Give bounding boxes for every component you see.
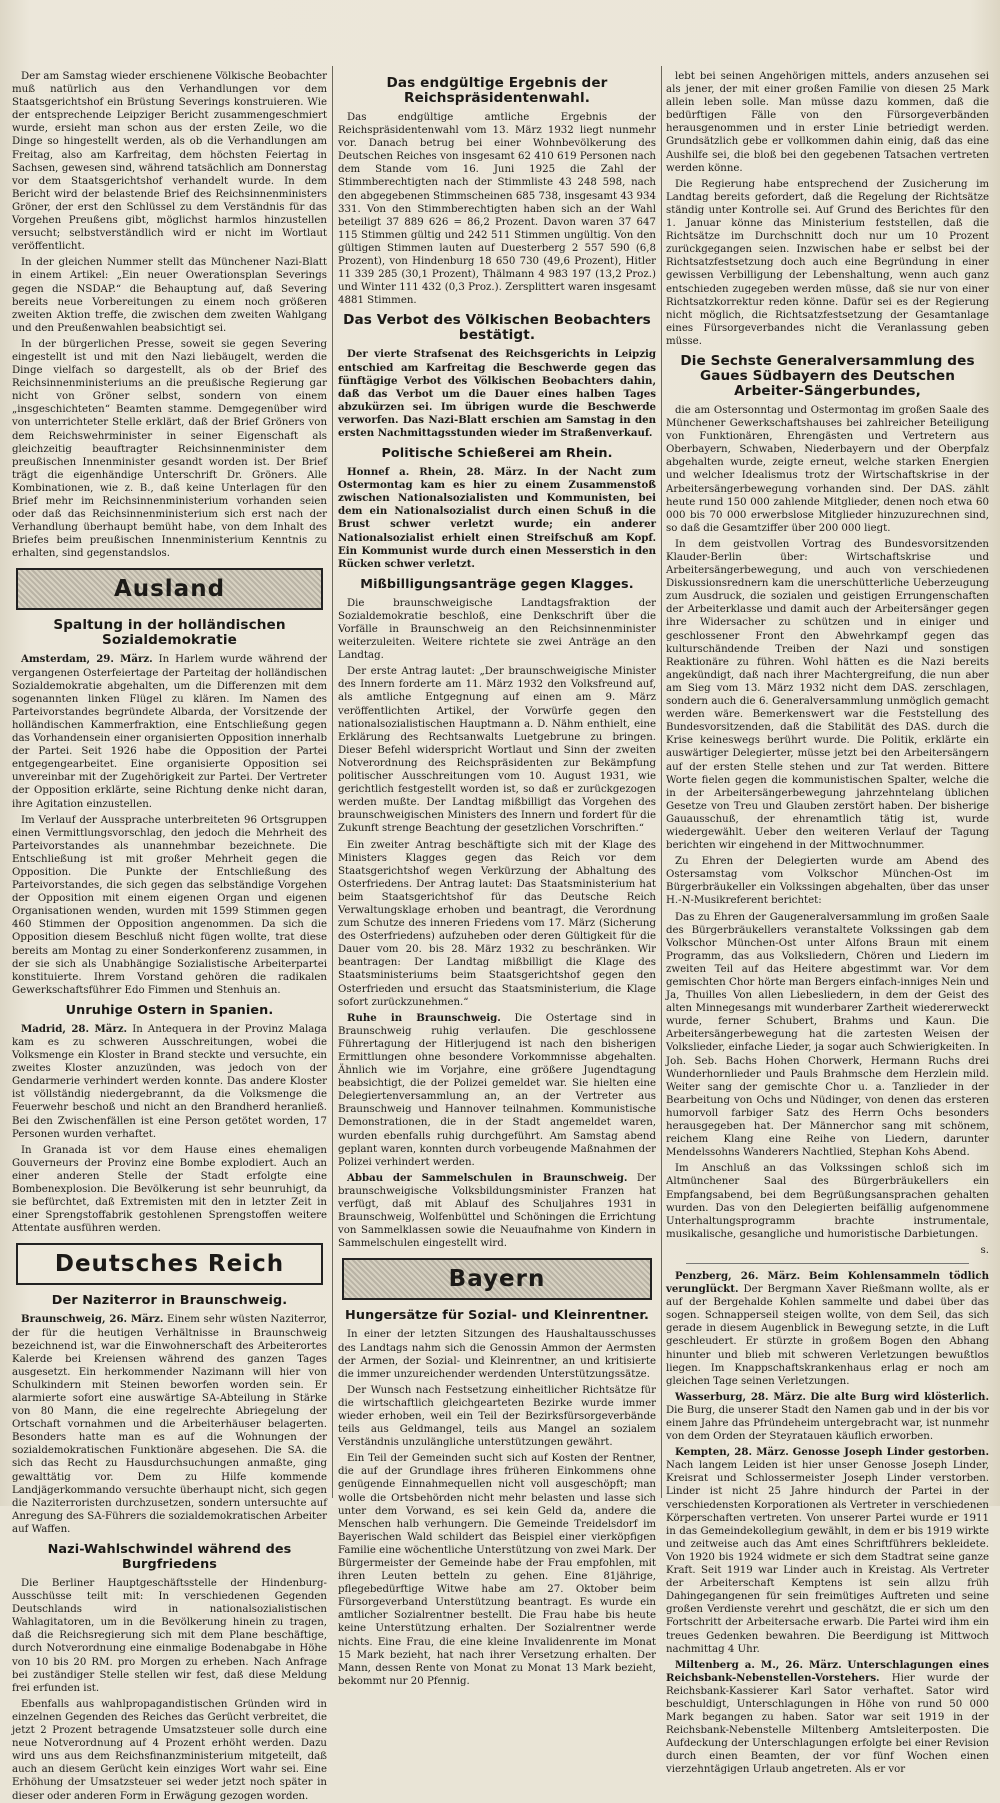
column-right <box>666 70 989 1776</box>
paragraph: Die braunschweigische Landtagsfraktion der Sozialdemokratie beschloß, eine Denkschrift über die Vorfälle in Braunschweig an den Reichsinnenminister weiterzuleiten. Weitere richtete sie zwei Anträge an den Landtag. <box>338 597 656 662</box>
paragraph <box>338 1172 656 1251</box>
paragraph-text: In Harlem wurde während der vergangenen Osterfeiertage der Parteitag der holländischen Sozialdemokratie abgehalten, um die Differenzen mit dem sogenannten linken Flügel zu klären. Im Namen des Parteivorstandes begründete Albarda, der Vorsitzende der holländischen Kammerfraktion, eine Entschließung gegen das Vorhandensein einer organisierten Opposition innerhalb der Partei. Seit 1926 habe die Opposition der Partei entgegengearbeitet. Eine organisierte Opposition sei unvereinbar mit der Zugehörigkeit zur Partei. Der Vertreter der Opposition erklärte, seine Richtung denke nicht daran, ihre Agitation einzustellen. <box>12 654 327 810</box>
lead-in: Beim Kohlensammeln tödlich verunglückt. <box>666 1269 989 1296</box>
intro-text <box>12 70 327 560</box>
column-rule <box>661 66 662 1498</box>
column-rule <box>332 66 333 1498</box>
paragraph: Das endgültige amtliche Ergebnis der Reichspräsidentenwahl vom 13. März 1932 liegt nunmehr vor. Danach betrug bei einer Wohnbevölkerung des Deutschen Reiches von insgesamt 62 410 619 Personen nach dem Stande vom 16. Juni 1925 die Zahl der Stimmberechtigten nach der Stimmliste 43 248 598, nach den abgegebenen Stimmscheinen 685 738, insgesamt 43 934 331. Von den Stimmberechtigten haben sich an der Wahl beteiligt 37 889 626 = 86,2 Prozent. Davon waren 37 647 115 Stimmen gültig und 242 511 Stimmen ungültig. Von den gültigen Stimmen lauten auf Duesterberg 2 557 590 (6,8 Prozent), von Hindenburg 18 650 730 (49,6 Prozent), Hitler 11 339 285 (30,1 Prozent), Thälmann 4 983 197 (13,2 Proz.) und Winter 111 432 (0,3 Proz.). Zersplittert waren insgesamt 4881 Stimmen. <box>338 112 656 307</box>
paragraph-text: Nach langem Leiden ist hier unser Genosse Joseph Linder, Kreisrat und Schlossermeister Joseph Linder verstorben. Linder ist nicht 25 Jahre hindurch der Partei in der verschiedensten Korporationen als Vertreter in verschiedenen Körperschaften vertreten. Von unserer Partei wurde er 1911 in das Gemeindekollegium gewählt, in dem er bis 1919 wirkte und zeitweise auch das Amt eines Schriftführers bekleidete. Von 1920 bis 1924 widmete er sich dem Stadtrat seine ganze Kraft. Seit 1919 war Linder auch in Kreistag. Als Vertreter der Arbeiterschaft Kemptens ist sein allzu früh Dahingegangenen für sein freimütiges Auftreten und seine großen Verdienste verehrt und geschätzt, die er sich um den Fortschritt der Arbeitersache erwarb. Die Partei wird ihm ein treues Gedenken bewahren. Die Beerdigung ist Mittwoch nachmittag 4 Uhr. <box>666 1460 989 1655</box>
article-headline: Mißbilligungsanträge gegen Klagges. <box>360 576 634 592</box>
paragraph: Der vierte Strafsenat des Reichsgerichts in Leipzig entschied am Karfreitag die Beschwerde gegen das fünftägige Verbot des Völkischen Beobachters dahin, daß das Verbot um die Dauer eines halben Tages abzukürzen sei. Im übrigen wurde die Beschwerde verworfen. Das Nazi-Blatt erschien am Samstag in den ersten Nachmittagsstunden wieder im Straßenverkauf. <box>338 348 656 439</box>
paragraph <box>666 1446 989 1656</box>
lead-in: Die alte Burg wird klösterlich. <box>810 1390 989 1403</box>
article-headline: Politische Schießerei am Rhein. <box>381 446 613 462</box>
lead-in: Ruhe in Braunschweig. <box>347 1011 501 1024</box>
article-headline: Hungersätze für Sozial- und Kleinrentner. <box>345 1308 649 1324</box>
paragraph-text: In der Nacht zum Ostermontag kam es hier zu einem Zusammenstoß zwischen Nationalsozialisten und Kommunisten, bei dem ein Nationalsozialist durch einen Schuß in die Brust schwer verletzt wurde; ein anderer Nationalsozialist erhielt einen Streifschuß am Kopf. Ein Kommunist wurde durch einen Messerstich in den Rücken schwer verletzt. <box>338 466 656 570</box>
paragraph: Im Verlauf der Aussprache unterbreiteten 96 Ortsgruppen einen Vermittlungsvorschlag, den jedoch die Mehrheit des Parteivorstandes als unannehmbar bezeichnete. Die Entschließung ist mit großer Mehrheit gegen die Opposition. Die Punkte der Entschließung des Parteivorstandes, die sich gegen das selbständige Vorgehen der Opposition mit einem eigenen Organ und eigenen Organisationen wenden, wurden mit 1599 Stimmen gegen 460 Stimmen der Opposition angenommen. Da sich die Opposition diesem Beschluß nicht fügen wollte, trat diese bereits am Montag zu einer Sonderkonferenz zusammen, in der sie sich als Unabhängige Sozialistische Arbeiterpartei konstituierte. Ihrem Vorstand gehören die radikalen Gewerkschaftsführer Edo Fimmen und Stenhuis an. <box>12 814 327 996</box>
dateline: Honnef a. Rhein, 28. März. <box>347 466 527 479</box>
paragraph: Das zu Ehren der Gaugeneralversammlung im großen Saale des Bürgerbräukellers veranstaltete Volkssingen gab dem Volkschor München-Ost unter Alfons Braun mit einem Programm, das aus Volksliedern, Chören und Liedern im zweiten Teil auf das Heitere abgestimmt war. Vor dem gemischten Chor hörte man Bergers einfach-inniges Nein und Ja, Thuilles Von allen Liebesliedern, in dem der Geist des alten Minnegesangs mit wunderbarer Zartheit wiedererweckt wurde, ferner Schubert, Brahms und Kaun. Die Arbeitersängerbewegung hat die zartesten Weisen der Volkslieder, einfache Lieder, ja sogar auch Schwierigkeiten. In Joh. Seb. Bachs Hohen Chorwerk, Hermann Ruchs drei Wunderhornlieder und Pauls Brahmsche dem Herzlein mild. Weiter sang der gemischte Chor u. a. Tanzlieder in der Bearbeitung von Ochs und Nüdinger, von denen das ersteren humorvoll farbiger Satz des Herrn Ochs besonders herausgegeben hat. Der Männerchor sang mit schönem, reichem Klang eine Reihe von Liedern, darunter Mendelssohns Wanderers Nachtlied, Stephan Kohs Abend. <box>666 911 989 1159</box>
article-headline: Der Naziterror in Braunschweig. <box>51 1293 288 1309</box>
column-left <box>12 70 327 1802</box>
paragraph: Die Regierung habe entsprechend der Zusicherung im Landtag bereits gefordert, daß die Regelung der Richtsätze ständig unter Kontrolle sei. Auf Grund des Berichtes für den 1. Januar könne das Ministerium feststellen, daß die Richtsätze im Durchschnitt doch nur um 10 Prozent zurückgegangen seien. Inzwischen habe er selbst bei der Richtsatzfestsetzung doch auch eine Begründung in einer gewissen Verbilligung der Lebenshaltung, wenn auch ganz entschieden zugegeben werden müsse, daß sie nur von einer Richtsatzkorrektur reden könne. Dafür sei es der Regierung nicht möglich, die Richtsatzfestsetzung der Gesamtanlage eines Fürsorgeverbandes nicht die Veranlassung geben müsse. <box>666 178 989 347</box>
paragraph <box>666 1659 989 1777</box>
lead-in: Abbau der Sammelschulen in Braunschweig. <box>347 1171 628 1184</box>
paragraph: In der gleichen Nummer stellt das Münchener Nazi-Blatt in einem Artikel: „Ein neuer Owerationsplan Severings gegen die NSDAP.“ die Behauptung auf, daß Severing bereits neue Vorbereitungen zu einem noch größeren zweiten Aktion treffe, die zwischen dem zweiten Wahlgang und den Preußenwahlen beabsichtigt sei. <box>12 257 327 334</box>
paragraph <box>338 1012 656 1169</box>
separator-line <box>686 1263 969 1264</box>
paragraph-text: Einem sehr wüsten Naziterror, der für die heutigen Verhältnisse in Braunschweig bezeichnend ist, war die Einwohnerschaft des Arbeiterortes Kalerde bei Kreiensen während des ganzen Tages ausgesetzt. Ein herkommender Nazimann will hier von Schulkindern mit Steinen beworfen worden sein. Er alarmierte sofort eine auswärtige SA-Abteilung in Stärke von 80 Mann, die eine regelrechte Abriegelung der Ortschaft vornahmen und die Arbeiterhäuser belagerten. Besonders hatte man es auf die Wohnungen der sozialdemokratischen Funktionäre abgesehen. Die SA. die sich das Recht zu Hausdurchsuchungen anmaßte, ging gewalttätig vor. Dem zu Hilfe kommende Landjägerkommando versuchte überhaupt nicht, sich gegen die Naziterroristen durchzusetzen, sondern untersuchte auf Anregung des SA-Führers die sozialdemokratischen Arbeiter auf Waffen. <box>12 1314 327 1535</box>
paragraph: Der am Samstag wieder erschienene Völkische Beobachter muß natürlich aus den Verhandlungen vor dem Staatsgerichtshof ein Brüstung Severings konstruieren. Wie der entsprechende Leipziger Bericht zusammengeschmiert wurde, ersieht man schon aus der ersten Zeile, wo die Dinge so hingestellt werden, als ob die Verhandlungen am Freitag, also am Karfreitag, dem höchsten Feiertag in Sachsen, gewesen sind, während tatsächlich am Donnerstag vor dem Staatsgerichtshof verhandelt wurde. In dem Bericht wird der belastende Brief des Reichsinnenministers Gröner, der erst den Schlüssel zu dem Verständnis für das Vorgehen Preußens gibt, möglichst harmlos hinzustellen versucht; selbstverständlich wird er nicht im Wortlaut veröffentlicht. <box>12 71 327 253</box>
paragraph: Der erste Antrag lautet: „Der braunschweigische Minister des Innern forderte am 11. März 1932 den Volksfreund auf, als amtliche Entgegnung auf einen am 9. März veröffentlichten Artikel, der Vorwürfe gegen den nationalsozialistischen Hauptmann a. D. Nähm enthielt, eine Erklärung des Rechtsanwalts Luetgebrune zu bringen. Dieser Befehl widerspricht Wortlaut und Sinn der zweiten Notverordnung des Reichspräsidenten zur Bekämpfung politischer Ausschreitungen vom 10. August 1931, wie gerichtlich festgestellt worden ist, so daß er zurückgezogen werden mußte. Der Landtag mißbilligt das Vorgehen des braunschweigischen Ministers des Innern und fordert für die Zukunft strenge Beachtung der gesetzlichen Vorschriften.“ <box>338 666 656 835</box>
article-headline: Spaltung in der holländischen Sozialdemokratie <box>53 617 286 649</box>
dateline: Kempten, 28. März. <box>675 1446 789 1459</box>
paragraph <box>666 1270 989 1388</box>
paragraph: Im Anschluß an das Volkssingen schloß sich im Altmünchener Saal des Bürgerbräukellers ein Empfangsabend, bei dem Begrüßungsansprachen gehalten wurden. Das von den Delegierten beifällig aufgenommene Unterhaltungsprogramm brachte instrumentale, musikalische, gesangliche und humoristische Darbietungen. <box>666 1163 989 1240</box>
paragraph-text: Hier wurde der Reichsbank-Kassierer Karl Sator verhaftet. Sator wird beschuldigt, Unterschlagungen in Höhe von rund 50 000 Mark begangen zu haben. Sator war seit 1919 in der Reichsbank-Nebenstelle Miltenberg Amtsleiterposten. Die Aufdeckung der Unterschlagungen erfolgte bei einer Revision durch einen Beamten, der vor fünf Wochen einen vierzehntägigen Urlaub angetreten. Als er vor <box>666 1672 989 1776</box>
paragraph <box>12 1313 327 1536</box>
lead-in: Unterschlagungen eines Reichsbank-Nebenstellen-Vorstehers. <box>666 1658 989 1684</box>
paragraph: die am Ostersonntag und Ostermontag im großen Saale des Münchener Gewerkschaftshauses bei zahlreicher Beteiligung von Funktionären, Ehrengästen und Vertretern aus Oberbayern, Schwaben, Niederbayern und der Oberpfalz abgehalten wurde, zeigte erneut, welche starken Energien und welcher Idealismus trotz der Wirtschaftskrise in der Arbeitersängerbewegung vorhanden sind. Der DAS. zählt heute rund 150 000 zahlende Mitglieder, denen noch etwa 60 000 bis 70 000 erwerbslose Mitglieder hinzuzurechnen sind, so daß die Gesamtziffer über 200 000 liegt. <box>666 404 989 534</box>
article-headline: Die Sechste Generalversammlung des Gaues Südbayern des Deutschen Arbeiter-Sängerbundes, <box>680 352 975 399</box>
article-headline: Nazi-Wahlschwindel während des Burgfriedens <box>47 1542 292 1572</box>
author-sign: s. <box>980 1244 989 1256</box>
paragraph: Ein Teil der Gemeinden sucht sich auf Kosten der Rentner, die auf der Grundlage ihres früheren Einkommens ohne genügende Einnahmequellen nicht voll ausgeschöpft; man wolle die Ortsbehörden nicht mehr belasten und lasse sich unter dem Vorwand, es sei kein Geld da, andere die Menschen halb verhungern. Die Gemeinde Treidelsdorf im Bayerischen Wald schildert das Beispiel einer vierköpfigen Familie eine wöchentliche Unterstützung von zwei Mark. Der Bürgermeister der Gemeinde habe der Frau empfohlen, mit ihren Leuten betteln zu gehen. Eine 81jährige, pflegebedürftige Witwe habe am 27. Oktober beim Fürsorgeverband Unterstützung beantragt. Es wurde ein amtlicher Sozialrentner bestellt. Die Frau habe bis heute keine Unterstützung erhalten. Der Sozialrentner werde nichts. Eine Frau, die eine kleine Invalidenrente im Monat 15 Mark bezieht, hat nach ihrer Versetzung erhalten. Der Mann, dessen Rente von Monat zu Monat 13 Mark bezieht, bekommt nur 20 Pfennig. <box>338 1453 656 1687</box>
paragraph-text: Die Ostertage sind in Braunschweig ruhig verlaufen. Die geschlossene Führertagung der Hitlerjugend ist nach den bisherigen Ermittlungen ohne besondere Vorkommnisse abgehalten. Ähnlich wie im Vorjahre, eine größere Jugendtagung beabsichtigt, die der Polizei gemeldet war. Sie hielten eine Delegiertenversammlung an, an der Vertreter aus Braunschweig und Hannover teilnahmen. Kommunistische Demonstrationen, die in der Stadt angemeldet waren, wurden ebenfalls ruhig durchgeführt. Am Samstag abend geplant waren, konnten durch vorbeugende Maßnahmen der Polizei verhindert werden. <box>338 1012 656 1168</box>
paragraph: Ebenfalls aus wahlpropagandistischen Gründen wird in einzelnen Gegenden des Reiches das Gerücht verbreitet, die jetzt 2 Prozent betragende Umsatzsteuer solle durch eine neue Notverordnung auf 4 Prozent erhöht werden. Dazu wird uns aus dem Reichsfinanzministerium mitgeteilt, daß auch an diesem Gerücht kein einziges Wort wahr sei. Eine Erhöhung der Umsatzsteuer sei weder jetzt noch später in dieser oder anderen Form in Erwägung gezogen worden. <box>12 1698 327 1802</box>
paragraph: In der bürgerlichen Presse, soweit sie gegen Severing eingestellt ist und mit den Nazi liebäugelt, werden die Dinge vielfach so dargestellt, als ob der Brief des Reichsinnenministeriums an die preußische Regierung gar nicht von Gröner selbst, sondern von einem „insgeschichteten“ Beamten stamme. Demgegenüber wird von unterrichteter Stelle erklärt, daß der Brief Gröners von dem Reichswehrminister in seiner Eigenschaft als gleichzeitig beauftragter Reichsinnenminister dem preußischen Innenminister gesandt worden ist. Der Brief trägt die eigenhändige Unterschrift Dr. Gröners. Alle Kombinationen, wie z. B., daß keine Unterlagen für den Brief mehr im Reichsinnenministerium vorhanden seien oder daß das Reichsinnenministerium sich erst nach der Verhandlung überhaupt bemüht habe, von dem Inhalt des Briefes beim preußischen Innenministerium Kenntnis zu erhalten, sind gegenstandslos. <box>12 338 327 560</box>
dateline: Penzberg, 26. März. <box>675 1269 801 1282</box>
paragraph <box>338 466 656 571</box>
paragraph-text: Die Burg, die unserer Stadt den Namen gab und in der bis vor einem Jahre das Pfründeheim untergebracht war, ist nunmehr von dem Orden der Steyratauen käuflich erworben. <box>666 1404 989 1443</box>
paragraph <box>666 1391 989 1443</box>
dateline: Madrid, 28. März. <box>21 1022 128 1035</box>
paragraph-text: Der braunschweigische Volksbildungsminister Franzen hat verfügt, daß mit Ablauf des Schuljahres 1931 in Braunschweig, Wolfenbüttel und Schöningen die Errichtung von Sammelklassen sowie die Neuaufnahme von Kindern in Sammelschulen eingestellt wird. <box>338 1172 656 1250</box>
paragraph: In einer der letzten Sitzungen des Haushaltausschusses des Landtags nahm sich die Genossin Ammon der Aermsten der Armen, der Sozial- und Kleinrentner, an und kritisierte die immer unzureichender werdenden Unterstützungssätze. <box>338 1329 656 1380</box>
section-header-deutsches-reich: Deutsches Reich <box>16 1243 323 1285</box>
paragraph: Die Berliner Hauptgeschäftsstelle der Hindenburg-Ausschüsse teilt mit: In verschiedenen Gegenden Deutschlands wird in nationalsozialistischen Wahlagitatoren, um in die Bevölkerung hinein zu tragen, daß die Reichsregierung sich mit dem Plane beschäftige, durch Notverordnung eine einmalige Bodenabgabe in Höhe von 10 bis 20 RM. pro Morgen zu erheben. Nach Anfrage bei zuständiger Stelle stellen wir fest, daß diese Meldung frei erfunden ist. <box>12 1578 327 1694</box>
section-header-ausland: Ausland <box>16 568 323 610</box>
dateline: Wasserburg, 28. März. <box>675 1390 806 1403</box>
dateline: Miltenberg a. M., 26. März. <box>675 1658 842 1671</box>
article-headline: Unruhige Ostern in Spanien. <box>65 1002 274 1018</box>
paragraph-text: Der Bergmann Xaver Rießmann wollte, als er auf der Bergehalde Kohlen sammelte und dabei über das sogen. Schnapperseil steigen wollte, von dem Seil, das sich gerade in diesem Augenblick in Bewegung setzte, in die Luft geschleudert. Er stürzte in großem Bogen den Abhang hinunter und blieb mit schweren Verletzungen bewußtlos liegen. Im Knappschaftskrankenhaus erlag er noch am gleichen Tage seinen Verletzungen. <box>666 1284 989 1387</box>
column-middle <box>338 70 656 1687</box>
lead-in: Genosse Joseph Linder gestorben. <box>792 1446 989 1459</box>
paragraph: In dem geistvollen Vortrag des Bundesvorsitzenden Klauder-Berlin über: Wirtschaftskrise und Arbeitersängerbewegung, und auch von verschiedenen Diskussionsrednern kam die unerschütterliche Ueberzeugung zum Ausdruck, die sozialen und geistigen Errungenschaften der Arbeiterklasse und damit auch der Arbeitersänger gegen ihre Widersacher zu schützen und in einiger und geschlossener Front den Abwehrkampf gegen das kulturschändende Treiben der Nazi und sonstigen Reaktionäre zu führen. Wohl hätten es die Nazi bereits angekündigt, daß nach ihrer Machtergreifung, die nun aber am Sieg vom 13. März 1932 nicht dem DAS. zerschlagen, sondern auch die 6. Generalversammlung unmöglich gemacht werden wäre. Bemerkenswert war die Feststellung des Bundesvorsitzenden, daß die Stabilität des DAS. durch die Krise keineswegs berührt wurde. Die Politik, erklärte ein auswärtiger Delegierter, müsse jetzt bei den Arbeitersängern auf der ersten Stelle stehen und zur Tat werden. Bittere Worte fielen gegen die kommunistischen Spalter, welche die in der Arbeitersängerbewegung jahrzehntelang üblichen Gesetze von Treu und Glauben zerstört haben. Der bisherige Gauausschuß, der ehrenamtlich tätig ist, wurde wiedergewählt. Ueber den weiteren Verlauf der Tagung berichten wir eingehend in der Mittwochnummer. <box>666 538 989 852</box>
paragraph: Ein zweiter Antrag beschäftigte sich mit der Klage des Ministers Klagges gegen das Reich vor dem Staatsgerichtshof wegen Verkürzung der Abhaltung des Osterfriedens. Der Antrag lautet: Das Staatsministerium hat beim Staatsgerichtshof für das Deutsche Reich Verwaltungsklage erhoben und beantragt, die Verordnung zum Schutze des inneren Friedens vom 17. März (Sicherung des Osterfriedens) aufzuheben oder deren Gültigkeit für die Dauer vom 20. bis 28. März 1932 zu beschränken. Wir beantragen: Der Landtag mißbilligt die Klage des Staatsministeriums beim Staatsgerichtshof gegen den Osterfrieden und ersucht das Staatsministerium, die Klage sofort zurückzunehmen.“ <box>338 839 656 1008</box>
section-header-bayern: Bayern <box>342 1258 652 1300</box>
paragraph-text: In Antequera in der Provinz Malaga kam es zu schweren Ausschreitungen, wobei die Volksmenge ein Kloster in Brand steckte und versuchte, ein zweites Kloster anzuzünden, was jedoch von der Gendarmerie verhindert werden konnte. Das andere Kloster ist völlständig niedergebrannt, da die Volksmenge die Feuerwehr beschoß und nicht an den Brandherd heranließ. Bei den Zwischenfällen ist eine Person getötet worden, 17 Personen wurden verhaftet. <box>12 1023 327 1140</box>
dateline: Amsterdam, 29. März. <box>21 653 153 666</box>
article-headline: Das endgültige Ergebnis der Reichspräsidentenwahl. <box>386 75 608 106</box>
paragraph: Zu Ehren der Delegierten wurde am Abend des Ostersamstag vom Volkschor München-Ost im Bürgerbräukeller ein Volkssingen abgehalten, über das unser H.-N-Musikreferent berichtet: <box>666 856 989 907</box>
article-headline: Das Verbot des Völkischen Beobachters bestätigt. <box>343 312 651 344</box>
paragraph <box>12 653 327 810</box>
paragraph: Der Wunsch nach Festsetzung einheitlicher Richtsätze für die wirtschaftlich gleichgearteten Bezirke wurde immer wieder erhoben, weil ein Teil der Bezirksfürsorgeverbände teils aus Geldmangel, teils aus Mangel an sozialem Verständnis unzulängliche unterstützungen gewährt. <box>338 1384 656 1449</box>
paragraph: In Granada ist vor dem Hause eines ehemaligen Gouverneurs der Provinz eine Bombe explodiert. Auch an einer anderen Stelle der Stadt erfolgte eine Bombenexplosion. Die Bevölkerung ist sehr beunruhigt, da sie befürchtet, daß Extremisten mit den in letzter Zeit in einer Sprengstoffabrik gestohlenen Sprengstoffen weitere Attentate ausführen werden. <box>12 1144 327 1235</box>
dateline: Braunschweig, 26. März. <box>21 1313 164 1326</box>
paragraph <box>12 1023 327 1141</box>
paragraph: lebt bei seinen Angehörigen mittels, anders anzusehen sei als jener, der mit einer großen Familie von diesen 25 Mark allein leben solle. Man müsse dazu kommen, daß die bedürftigen Fälle von den Fürsorgeverbänden herausgenommen und in erster Linie betriedigt werden. Grundsätzlich gebe er vollkommen dahin einig, daß das eine Aushilfe sei, die bloß bei den gegebenen Tatsachen vertreten werden könne. <box>666 71 989 174</box>
